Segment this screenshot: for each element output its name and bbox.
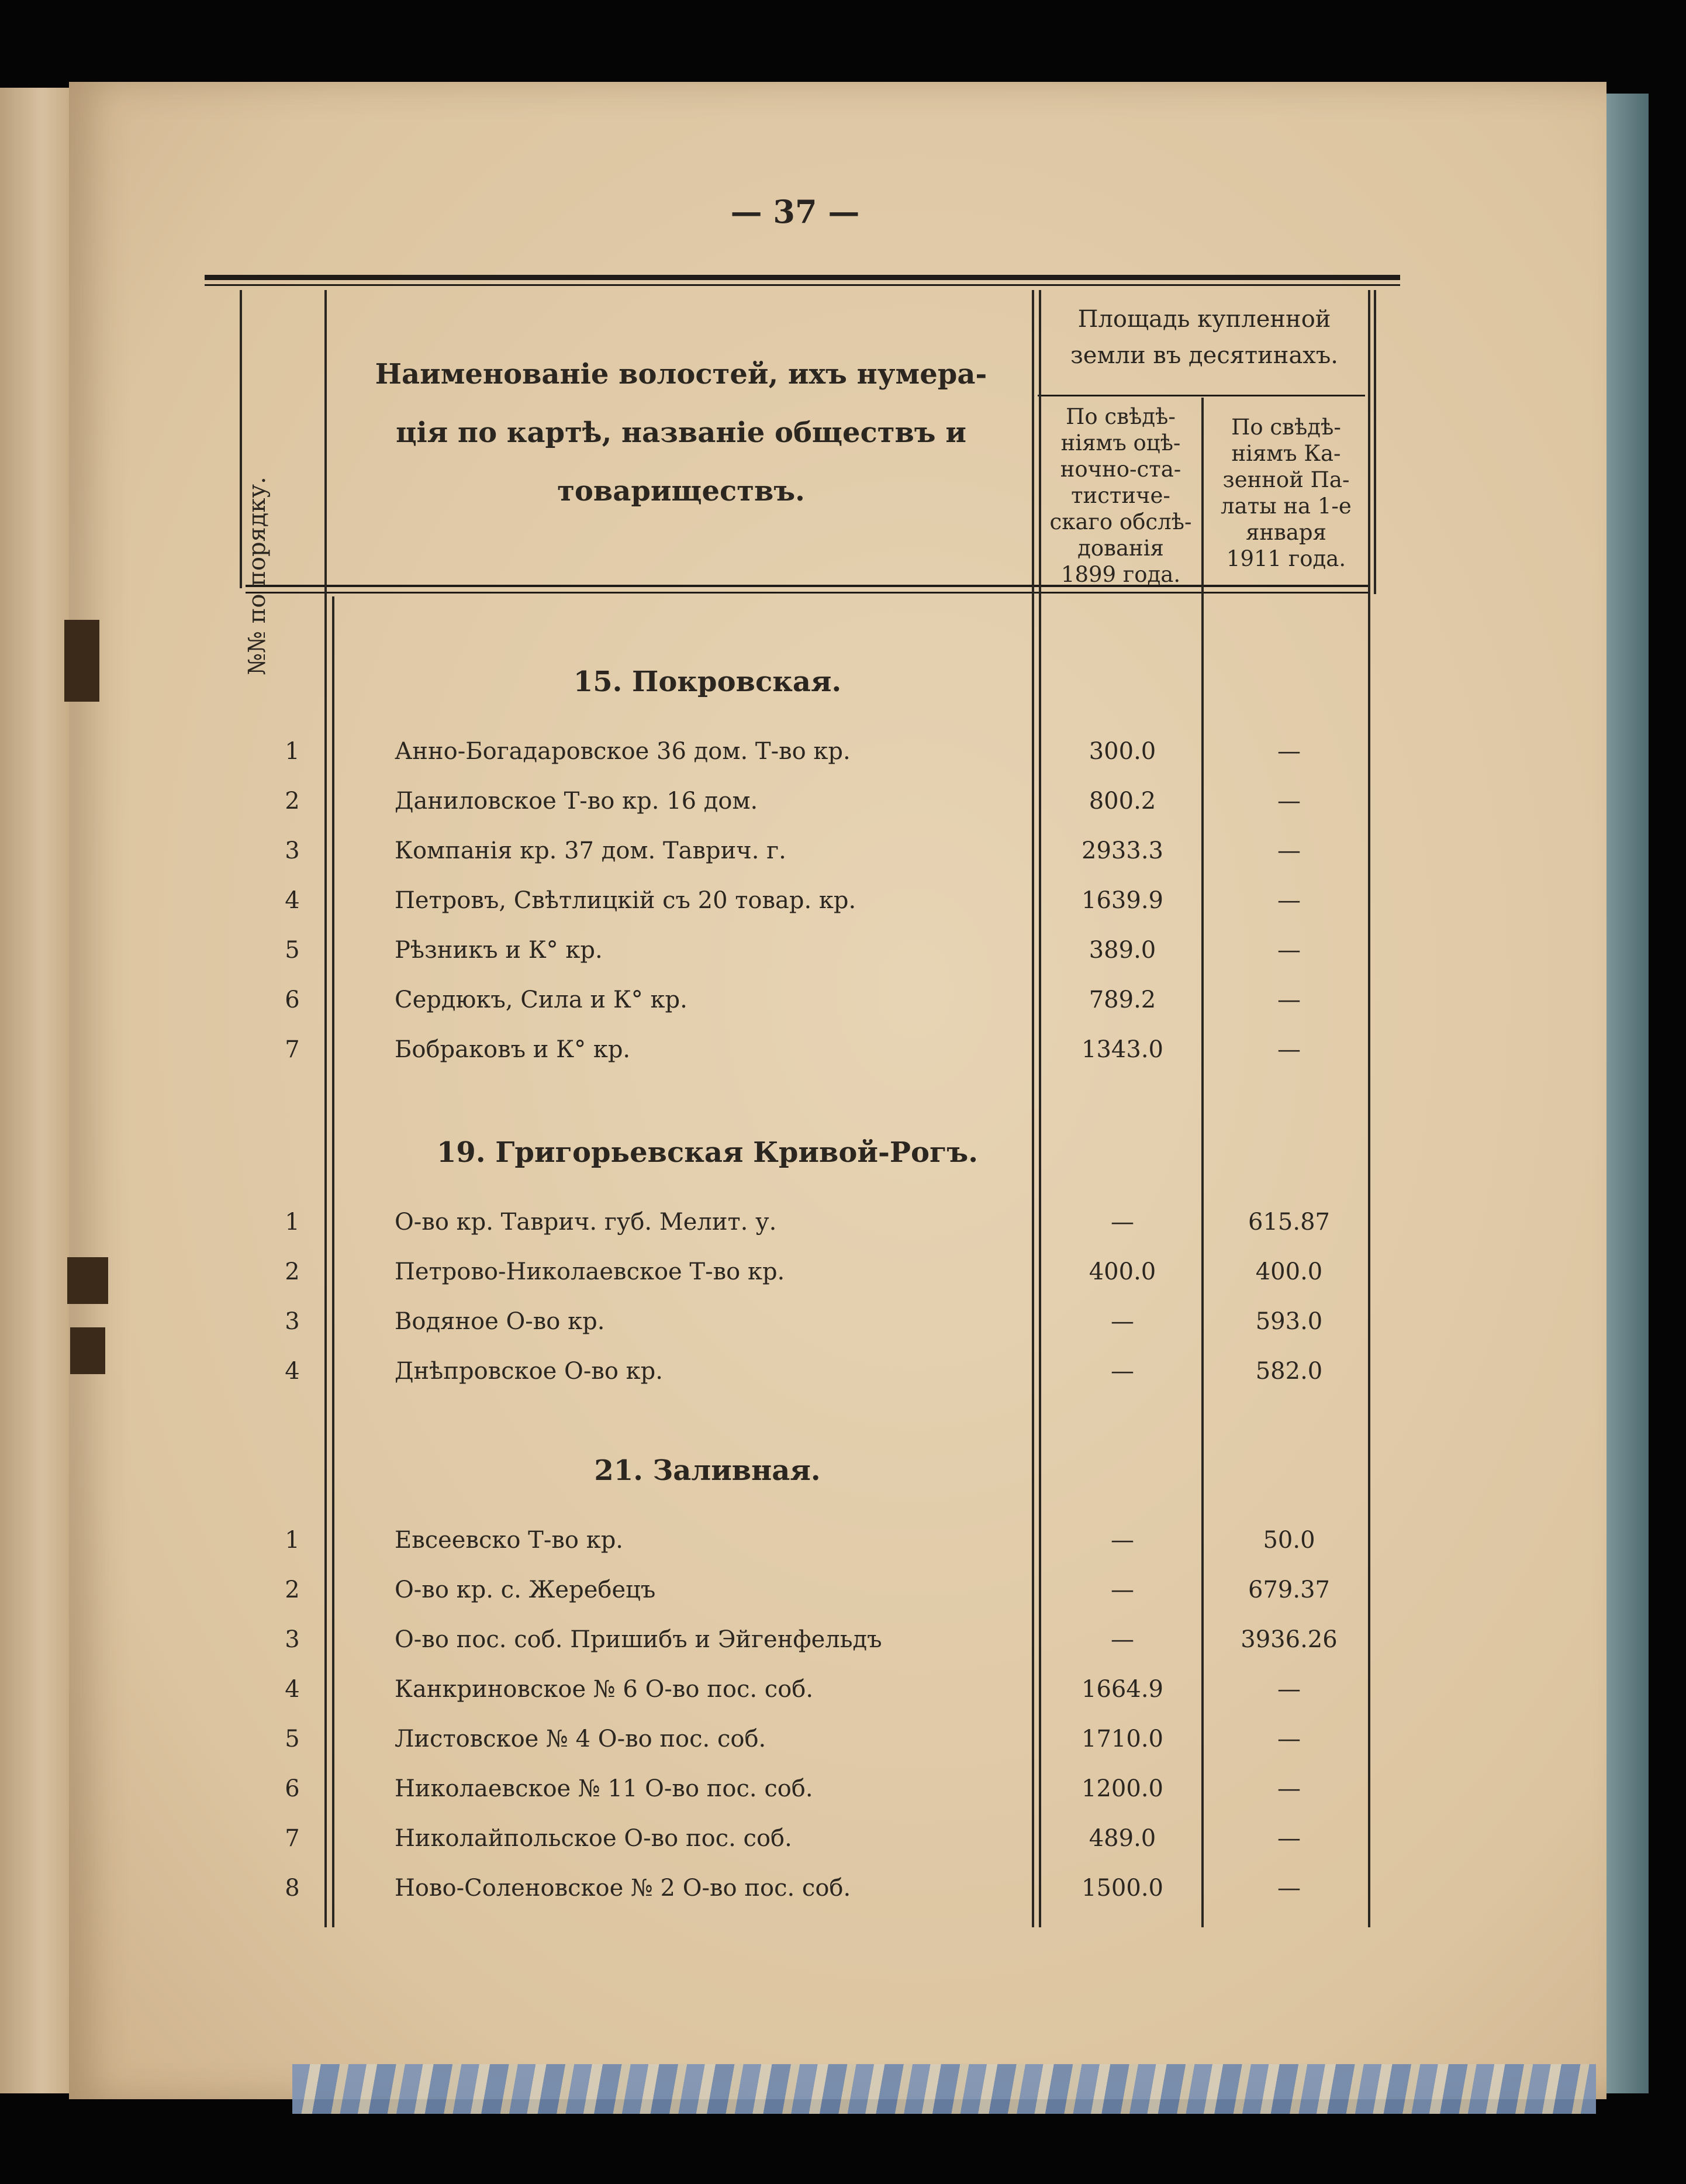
header-area-1911 (1204, 414, 1368, 572)
row-number: 3 (285, 1626, 300, 1653)
table-row (0, 1308, 1686, 1343)
table-row (0, 1036, 1686, 1071)
section-title: 21. Заливная. (594, 1454, 821, 1487)
row-area-1911: — (1277, 1875, 1301, 1902)
section-title: 15. Покровская. (573, 665, 842, 698)
top-rule-thin (205, 284, 1400, 286)
row-area-1911: 582.0 (1255, 1358, 1323, 1385)
row-area-1899: 1639.9 (1082, 887, 1163, 914)
table-row (0, 1626, 1686, 1661)
header-area-line: Площадь купленной (1077, 306, 1331, 333)
row-number: 3 (285, 1308, 300, 1335)
row-area-1911: — (1277, 887, 1301, 914)
header-area-1899-line: тистиче- (1071, 483, 1170, 508)
page-number: — 37 — (730, 193, 860, 230)
row-area-1899: — (1111, 1527, 1134, 1554)
header-area-1899-line: скаго обслѣ- (1049, 509, 1192, 534)
table-row (0, 937, 1686, 972)
row-number: 4 (285, 1358, 300, 1385)
row-number: 7 (285, 1036, 300, 1063)
header-area-1911-line: января (1246, 520, 1326, 545)
row-name: О-во кр. Таврич. губ. Мелит. у. (395, 1209, 777, 1236)
table-row (0, 1775, 1686, 1810)
top-rule (205, 275, 1400, 280)
row-number: 6 (285, 986, 300, 1013)
row-name: Даниловское Т-во кр. 16 дом. (395, 788, 758, 815)
row-name: Бобраковъ и К° кр. (395, 1036, 631, 1063)
header-area-1899-line: дованія (1077, 536, 1164, 561)
header-area-line: земли въ десятинахъ. (1070, 342, 1339, 369)
header-area-1911-line: 1911 года. (1226, 546, 1346, 571)
row-name: Канкриновское № 6 О-во пос. соб. (395, 1676, 814, 1703)
row-area-1899: 1500.0 (1082, 1875, 1163, 1902)
row-name: Петровъ, Свѣтлицкій съ 20 товар. кр. (395, 887, 856, 914)
row-area-1899: — (1111, 1209, 1134, 1236)
row-number: 2 (285, 1258, 300, 1285)
header-area-1911-line: По свѣдѣ- (1231, 415, 1341, 440)
header-number-label: №№ по порядку. (244, 477, 271, 675)
table-row (0, 1527, 1686, 1562)
header-area-1911-line: зенной Па- (1222, 467, 1350, 492)
row-name: Петрово-Николаевское Т-во кр. (395, 1258, 785, 1285)
table-row (0, 1576, 1686, 1612)
table-row (0, 1209, 1686, 1244)
row-area-1899: — (1111, 1308, 1134, 1335)
row-area-1899: 489.0 (1089, 1825, 1156, 1852)
row-area-1899: 1664.9 (1082, 1676, 1163, 1703)
section-title: 19. Григорьевская Кривой-Рогъ. (437, 1136, 978, 1169)
row-area-1911: — (1277, 1726, 1301, 1752)
row-name: Николаевское № 11 О-во пос. соб. (395, 1775, 813, 1802)
header-rule (246, 585, 1368, 587)
row-area-1911: — (1277, 788, 1301, 815)
table-column-divider (240, 290, 242, 588)
row-area-1899: — (1111, 1358, 1134, 1385)
row-name: Николайпольское О-во пос. соб. (395, 1825, 792, 1852)
table-row (0, 887, 1686, 922)
row-area-1911: — (1277, 837, 1301, 864)
row-area-1899: 1343.0 (1082, 1036, 1163, 1063)
table-row (0, 837, 1686, 872)
header-rule-thin (246, 592, 1368, 594)
table-row (0, 1676, 1686, 1711)
row-number: 2 (285, 1576, 300, 1603)
row-area-1899: — (1111, 1576, 1134, 1603)
header-area-column (1041, 301, 1368, 374)
header-area-1899 (1042, 403, 1200, 588)
row-area-1911: — (1277, 1036, 1301, 1063)
row-area-1899: 400.0 (1089, 1258, 1156, 1285)
row-area-1899: 1710.0 (1082, 1726, 1163, 1752)
row-area-1911: 615.87 (1248, 1209, 1330, 1236)
row-number: 8 (285, 1875, 300, 1902)
row-name: Сердюкъ, Сила и К° кр. (395, 986, 687, 1013)
row-number: 4 (285, 887, 300, 914)
row-area-1899: 789.2 (1089, 986, 1156, 1013)
row-number: 4 (285, 1676, 300, 1703)
row-area-1911: 3936.26 (1241, 1626, 1338, 1653)
row-area-1911: 679.37 (1248, 1576, 1330, 1603)
header-name-column (339, 345, 1023, 520)
row-number: 1 (285, 1527, 300, 1554)
row-area-1911: — (1277, 1676, 1301, 1703)
row-name: Днѣпровское О-во кр. (395, 1358, 663, 1385)
cover-fabric-strip (292, 2064, 1596, 2114)
table-row (0, 1258, 1686, 1293)
row-area-1899: — (1111, 1626, 1134, 1653)
row-name: Ново-Соленовское № 2 О-во пос. соб. (395, 1875, 851, 1902)
row-area-1899: 389.0 (1089, 937, 1156, 964)
table-row (0, 1358, 1686, 1393)
row-name: Листовское № 4 О-во пос. соб. (395, 1726, 766, 1752)
row-area-1911: 50.0 (1263, 1527, 1315, 1554)
row-area-1911: — (1277, 986, 1301, 1013)
row-area-1911: 400.0 (1255, 1258, 1323, 1285)
header-area-1899-line: ночно-ста- (1060, 457, 1181, 482)
area-subheader-rule (1038, 395, 1365, 396)
row-name: О-во пос. соб. Пришибъ и Эйгенфельдъ (395, 1626, 882, 1653)
table-row (0, 1726, 1686, 1761)
binding-thread (64, 620, 99, 702)
row-area-1911: — (1277, 937, 1301, 964)
row-area-1899: 800.2 (1089, 788, 1156, 815)
row-area-1899: 1200.0 (1082, 1775, 1163, 1802)
header-area-1911-line: латы на 1-е (1221, 494, 1352, 519)
header-name-line: Наименованіе волостей, ихъ нумера- (375, 358, 987, 391)
row-area-1911: — (1277, 738, 1301, 765)
header-area-1899-line: По свѣдѣ- (1066, 404, 1176, 429)
header-area-1899-line: ніямъ оцѣ- (1060, 430, 1181, 456)
row-name: Водяное О-во кр. (395, 1308, 605, 1335)
row-name: Компанія кр. 37 дом. Таврич. г. (395, 837, 786, 864)
row-number: 1 (285, 1209, 300, 1236)
row-name: Евсеевско Т-во кр. (395, 1527, 624, 1554)
row-area-1899: 300.0 (1089, 738, 1156, 765)
table-row (0, 1825, 1686, 1860)
row-name: О-во кр. с. Жеребецъ (395, 1576, 656, 1603)
row-number: 5 (285, 1726, 300, 1752)
row-name: Анно-Богадаровское 36 дом. Т-во кр. (395, 738, 851, 765)
table-row (0, 1875, 1686, 1910)
row-number: 6 (285, 1775, 300, 1802)
row-name: Рѣзникъ и К° кр. (395, 937, 603, 964)
table-column-divider (1374, 290, 1376, 594)
row-area-1911: — (1277, 1825, 1301, 1852)
table-row (0, 986, 1686, 1022)
row-area-1911: 593.0 (1255, 1308, 1323, 1335)
row-number: 5 (285, 937, 300, 964)
row-number: 7 (285, 1825, 300, 1852)
table-row (0, 788, 1686, 823)
row-area-1911: — (1277, 1775, 1301, 1802)
row-number: 3 (285, 837, 300, 864)
row-number: 2 (285, 788, 300, 815)
header-area-1911-line: ніямъ Ка- (1231, 441, 1341, 466)
row-number: 1 (285, 738, 300, 765)
header-area-1899-line: 1899 года. (1060, 562, 1181, 587)
header-name-line: товариществъ. (557, 475, 805, 508)
table-row (0, 738, 1686, 773)
header-name-line: ція по картѣ, названіе обществъ и (396, 416, 966, 449)
row-area-1899: 2933.3 (1082, 837, 1163, 864)
